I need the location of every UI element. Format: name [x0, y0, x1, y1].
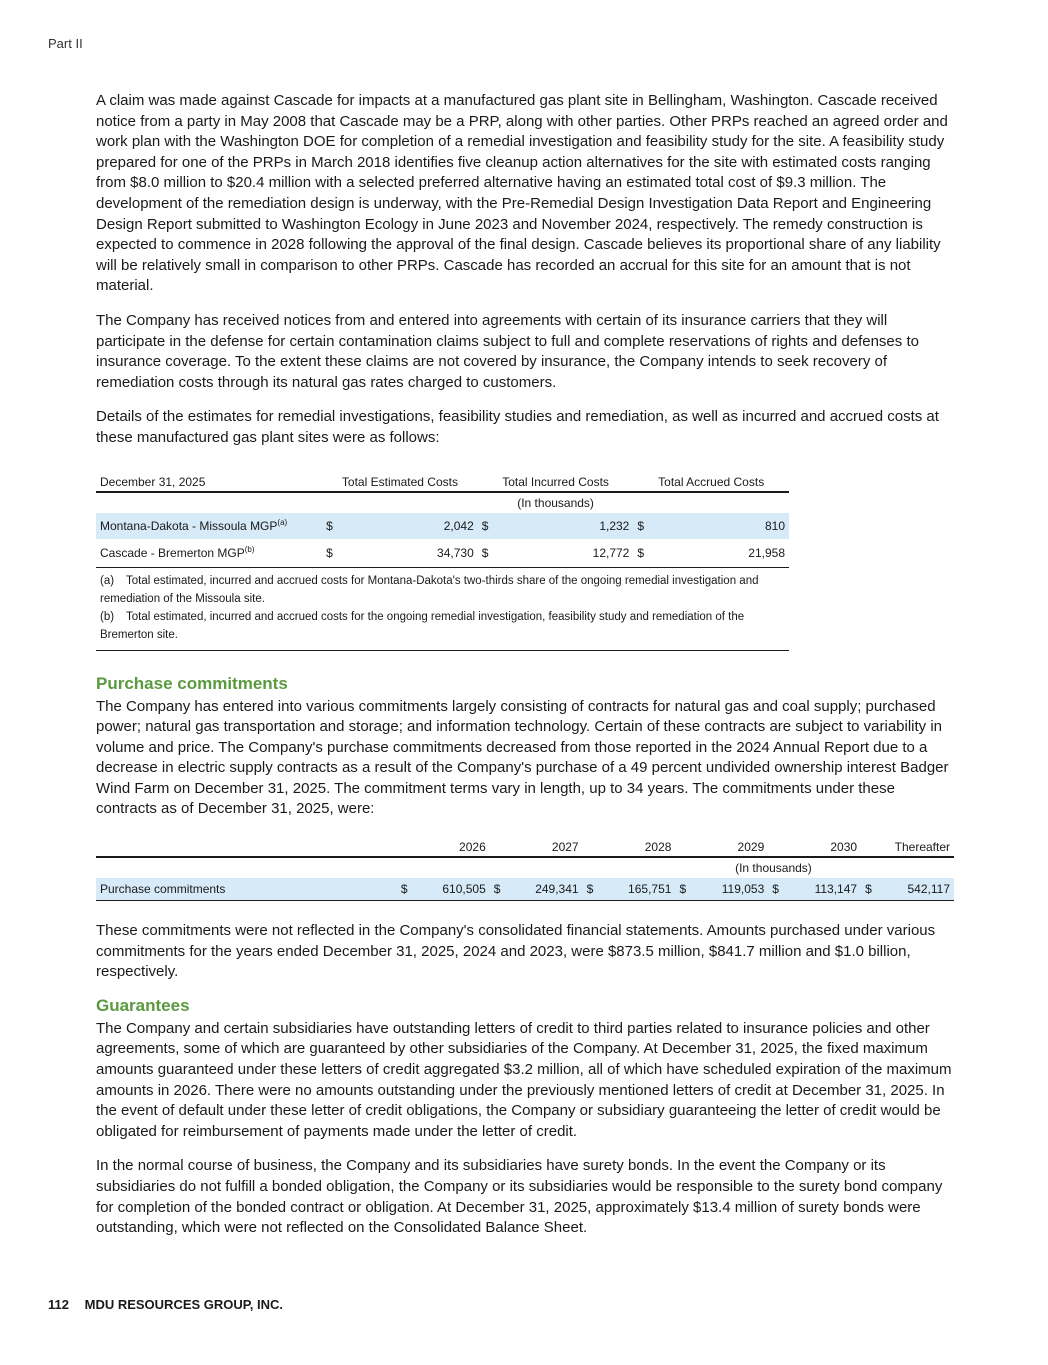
- year-header: 2029: [675, 836, 768, 857]
- estimated-value: 34,730: [345, 539, 478, 566]
- currency-symbol: $: [322, 513, 345, 540]
- mgp-footnotes: [96, 567, 789, 651]
- paragraph-insurance: The Company has received notices from and entered into agreements with certain of its insurance carriers that they will participate in the defense for certain contamination claims subject to full and complete reservations of rights and defenses to insurance coverage. To the extent these claims are not covered by insurance, the Company intends to seek recovery of remediation costs through its natural gas rates charged to customers.: [96, 311, 919, 391]
- mgp-header-incurred: Total Incurred Costs: [478, 469, 634, 492]
- mgp-header-accrued: Total Accrued Costs: [633, 469, 789, 492]
- row-label: Purchase commitments: [96, 878, 397, 901]
- paragraph-cascade-claim: A claim was made against Cascade for impacts at a manufactured gas plant site in Bellingham, Washington. Cascade received notice from a party in May 2008 that Cascade may be a PRP, along with other parties. Other PRPs reached an agreed order and work plan with the Washington DOE for completion of a remedial investigation and feasibility study for the site. A feasibility study prepared for one of the PRPs in March 2018 identifies five cleanup action alternatives for the site with estimated costs ranging from $8.0 million to $20.4 million with a selected preferred alternative having an estimated total cost of $9.3 million. The development of the remediation design is underway, with the Pre-Remedial Design Investigation Data Report and Engineering Design Report submitted to Washington Ecology in June 2023 and November 2024, respectively. The remedy construction is expected to commence in 2028 following the approval of the final design. Cascade believes its proportional share of any liability will be relatively small in comparison to other PRPs. Cascade has recorded an accrual for this site for an amount that is not material.: [96, 92, 948, 295]
- currency-symbol: $: [633, 513, 656, 540]
- paragraph-estimates-intro: Details of the estimates for remedial investigations, feasibility studies and remediation, as well as incurred and accrued costs at these manufactured gas plant sites were as follows:: [96, 408, 939, 446]
- commitment-value: 610,505: [419, 878, 490, 901]
- footnote-b: (b) Total estimated, incurred and accrued costs for the ongoing remedial investigation, feasibility study and remediation of the Bremerton site.: [100, 610, 745, 641]
- estimated-value: 2,042: [345, 513, 478, 540]
- row-label: Montana-Dakota - Missoula MGP$^{(a)}$: [96, 513, 322, 540]
- currency-symbol: $: [861, 878, 883, 901]
- currency-symbol: $: [675, 878, 697, 901]
- page-footer: [48, 1297, 283, 1312]
- accrued-value: 810: [656, 513, 789, 540]
- mgp-costs-table: [96, 469, 789, 567]
- page-content: [96, 91, 956, 1253]
- table-row: [96, 539, 789, 566]
- mgp-units: (In thousands): [517, 495, 594, 510]
- mgp-header-date: December 31, 2025: [96, 469, 322, 492]
- purchase-units: (In thousands): [735, 861, 812, 876]
- currency-symbol: $: [768, 878, 790, 901]
- year-header: Thereafter: [861, 836, 954, 857]
- year-header: 2026: [397, 836, 490, 857]
- commitment-value: 542,117: [883, 878, 954, 901]
- currency-symbol: $: [322, 539, 345, 566]
- row-label: Cascade - Bremerton MGP$^{(b)}$: [96, 539, 322, 566]
- table-row: [96, 513, 789, 540]
- incurred-value: 12,772: [501, 539, 634, 566]
- currency-symbol: $: [633, 539, 656, 566]
- mgp-header-estimated: Total Estimated Costs: [322, 469, 478, 492]
- paragraph-surety-bonds: In the normal course of business, the Company and its subsidiaries have surety bonds. In the event the Company or its subsidiaries do not fulfill a bonded obligation, the Company or its subsidiaries would be responsible to the surety bond company for completion of the bonded contract or obligation. At December 31, 2025, approximately $13.4 million of surety bonds were outstanding, which were not reflected on the Consolidated Balance Sheet.: [96, 1157, 943, 1237]
- paragraph-commitments-not-reflected: These commitments were not reflected in the Company's consolidated financial statements. Amounts purchased under various commitments for the years ended December 31, 2025, 2024 and 2023, were $873.5 million, $841.7 million and $1.0 billion, respectively.: [96, 922, 936, 981]
- currency-symbol: $: [583, 878, 605, 901]
- year-header: 2030: [768, 836, 861, 857]
- section-heading-purchase: Purchase commitments: [96, 673, 288, 693]
- purchase-commitments-table: [96, 836, 954, 901]
- company-name: MDU RESOURCES GROUP, INC.: [84, 1297, 284, 1312]
- paragraph-purchase-commitments: The Company has entered into various commitments largely consisting of contracts for natural gas and coal supply; purchased power; natural gas transportation and storage; and information technology. Certain of these contracts are subject to variability in volume and price. The Company's purchase commitments decreased from those reported in the 2024 Annual Report due to a decrease in electric supply contracts as a result of the Company's purchase of a 49 percent undivided ownership interest Badger Wind Farm on December 31, 2025. The commitment terms vary in length, up to 34 years. The commitments under these contracts as of December 31, 2025, were:: [96, 697, 949, 818]
- table-row: [96, 878, 954, 901]
- commitment-value: 249,341: [511, 878, 582, 901]
- paragraph-letters-of-credit: The Company and certain subsidiaries have outstanding letters of credit to third parties related to insurance policies and other agreements, some of which are guaranteed by other subsidiaries of the Company. At December 31, 2025, the fixed maximum amounts guaranteed under these letters of credit aggregated $3.2 million, all of which have scheduled expiration of the maximum amounts in 2026. There were no amounts outstanding under the previously mentioned letters of credit at December 31, 2025. In the event of default under these letter of credit obligations, the Company or subsidiary guaranteeing the letter of credit would be obligated for reimbursement of payments made under the letter of credit.: [96, 1019, 952, 1140]
- currency-symbol: $: [478, 539, 501, 566]
- currency-symbol: $: [478, 513, 501, 540]
- footnote-a: (a) Total estimated, incurred and accrued costs for Montana-Dakota's two-thirds share of the ongoing remedial investigation and remediation of the Missoula site.: [100, 574, 759, 605]
- commitment-value: 113,147: [790, 878, 861, 901]
- commitment-value: 165,751: [604, 878, 675, 901]
- currency-symbol: $: [490, 878, 512, 901]
- year-header: 2027: [490, 836, 583, 857]
- year-header: 2028: [583, 836, 676, 857]
- part-label: Part II: [48, 36, 83, 51]
- incurred-value: 1,232: [501, 513, 634, 540]
- accrued-value: 21,958: [656, 539, 789, 566]
- commitment-value: 119,053: [697, 878, 768, 901]
- page-number: 112: [48, 1297, 69, 1312]
- currency-symbol: $: [397, 878, 419, 901]
- section-heading-guarantees: Guarantees: [96, 995, 190, 1015]
